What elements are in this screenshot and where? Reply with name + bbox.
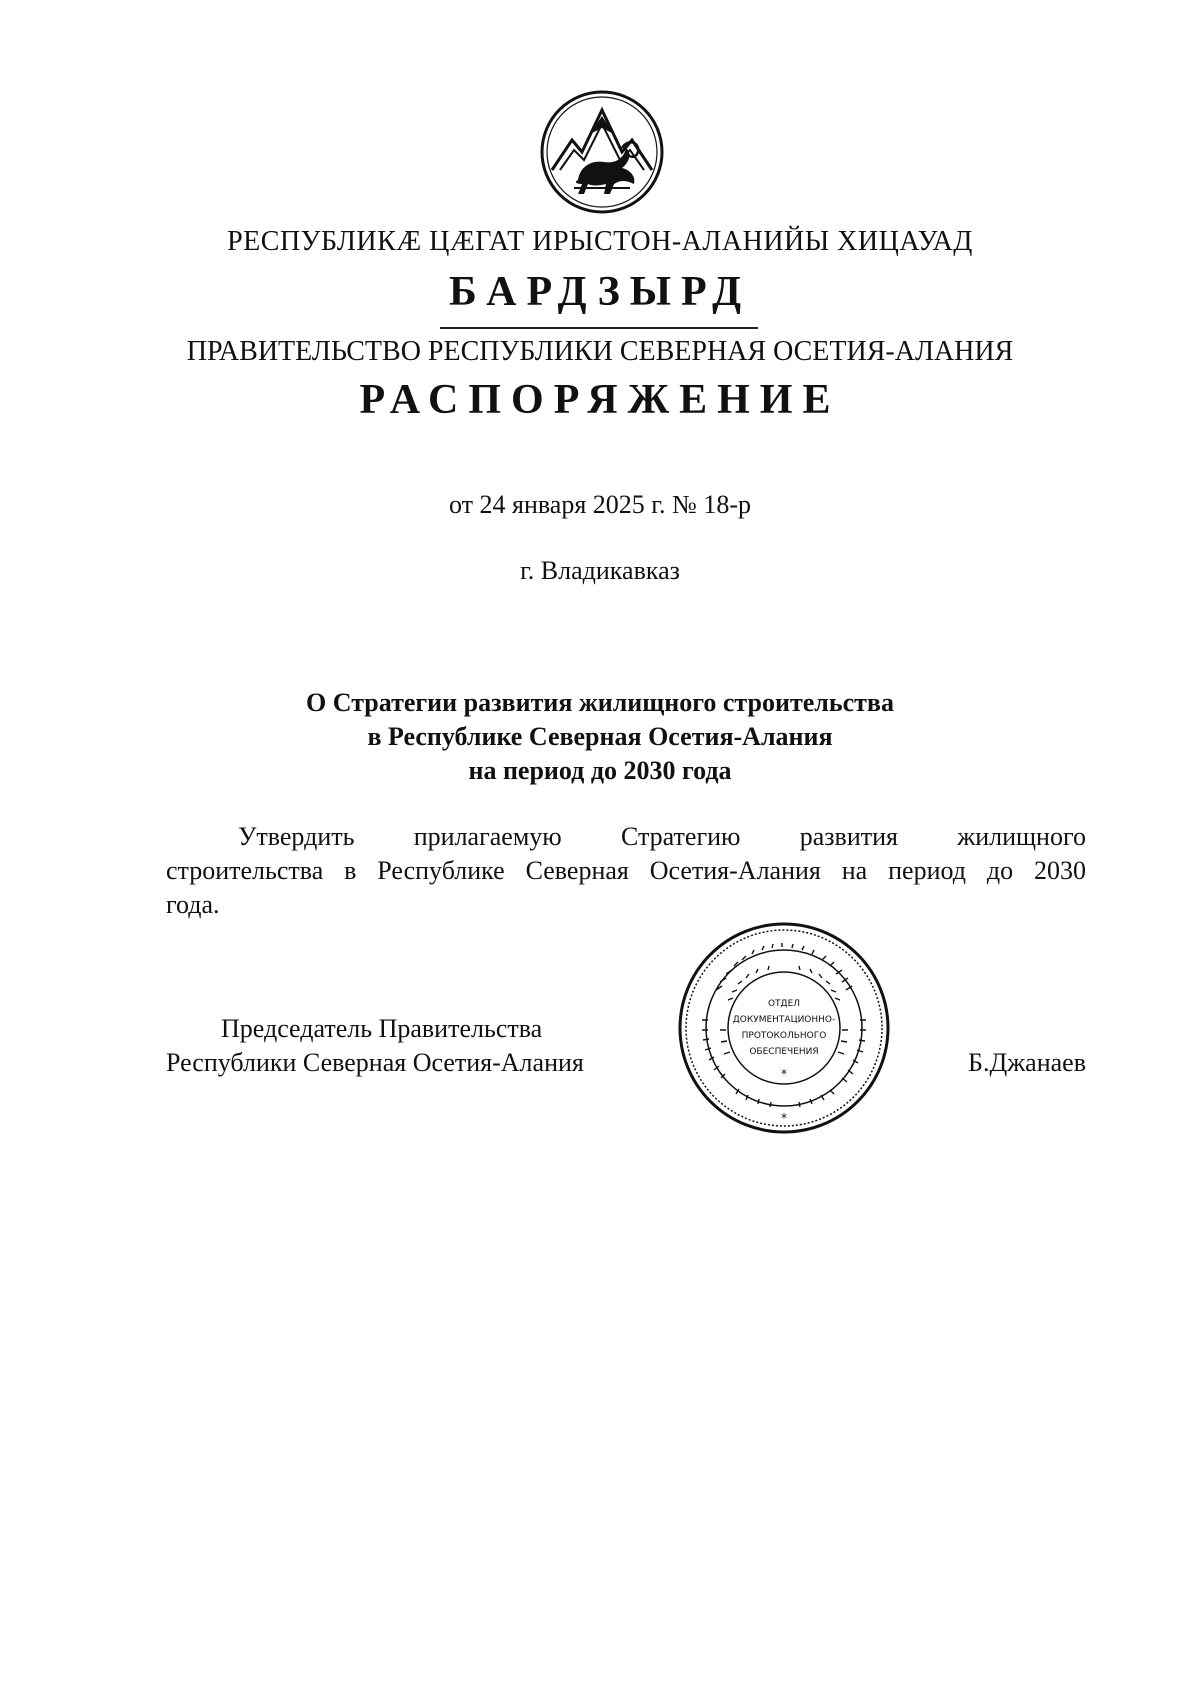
organization-name-ossetian: РЕСПУБЛИКӔ ЦӔГАТ ИРЫСТОН-АЛАНИЙЫ ХИЦАУАД — [227, 226, 973, 257]
body-word: Республике — [377, 856, 505, 885]
document-body — [166, 820, 1086, 922]
signatory-position-line-1: Председатель Правительства — [221, 1014, 543, 1043]
signatory-name: Б.Джанаев — [968, 1048, 1086, 1077]
body-word: развития — [799, 822, 898, 851]
title-line-2: в Республике Северная Осетия-Алания — [367, 722, 833, 751]
header-divider — [440, 327, 758, 329]
body-word: период — [888, 856, 966, 885]
document-city: г. Владикавказ — [520, 556, 680, 585]
document-date-number: от 24 января 2025 г. № 18-р — [448, 490, 752, 519]
body-line-3: года. — [166, 890, 220, 919]
signatory-position-line-2: Республики Северная Осетия-Алания — [166, 1048, 584, 1077]
seal-center-line-2: ДОКУМЕНТАЦИОННО- — [732, 1015, 836, 1025]
body-word: на — [841, 856, 868, 885]
organization-name-russian: ПРАВИТЕЛЬСТВО РЕСПУБЛИКИ СЕВЕРНАЯ ОСЕТИЯ-АЛАНИЯ — [186, 336, 1014, 367]
signatory-position — [166, 1012, 584, 1080]
document-type-russian: РАСПОРЯЖЕНИЕ — [359, 377, 841, 423]
title-line-1: О Стратегии развития жилищного строительства — [306, 688, 894, 717]
body-word: Стратегию — [621, 822, 741, 851]
title-line-3: на период до 2030 года — [468, 756, 732, 785]
body-word: Осетия-Алания — [649, 856, 821, 885]
body-word: жилищного — [957, 822, 1086, 851]
body-line-2 — [166, 854, 1086, 888]
seal-center-line-3: ПРОТОКОЛЬНОГО — [741, 1031, 827, 1041]
seal-star: * — [781, 1067, 787, 1081]
seal-center-line-1: ОТДЕЛ — [767, 999, 801, 1009]
body-line-1 — [166, 820, 1086, 854]
seal-center-line-4: ОБЕСПЕЧЕНИЯ — [749, 1047, 819, 1057]
body-word: 2030 — [1033, 856, 1086, 885]
body-word: Северная — [525, 856, 629, 885]
coat-of-arms-icon — [538, 88, 666, 216]
document-type-ossetian: БАРДЗЫРД — [448, 269, 752, 315]
body-word: Утвердить — [238, 822, 355, 851]
seal-star: * — [781, 1111, 787, 1125]
seal-ring-lettering — [702, 943, 866, 1107]
body-word: прилагаемую — [413, 822, 562, 851]
body-word: до — [986, 856, 1014, 885]
body-word: в — [344, 856, 357, 885]
body-word: строительства — [166, 856, 324, 885]
round-seal-stamp — [676, 920, 892, 1136]
document-title — [0, 686, 1200, 788]
